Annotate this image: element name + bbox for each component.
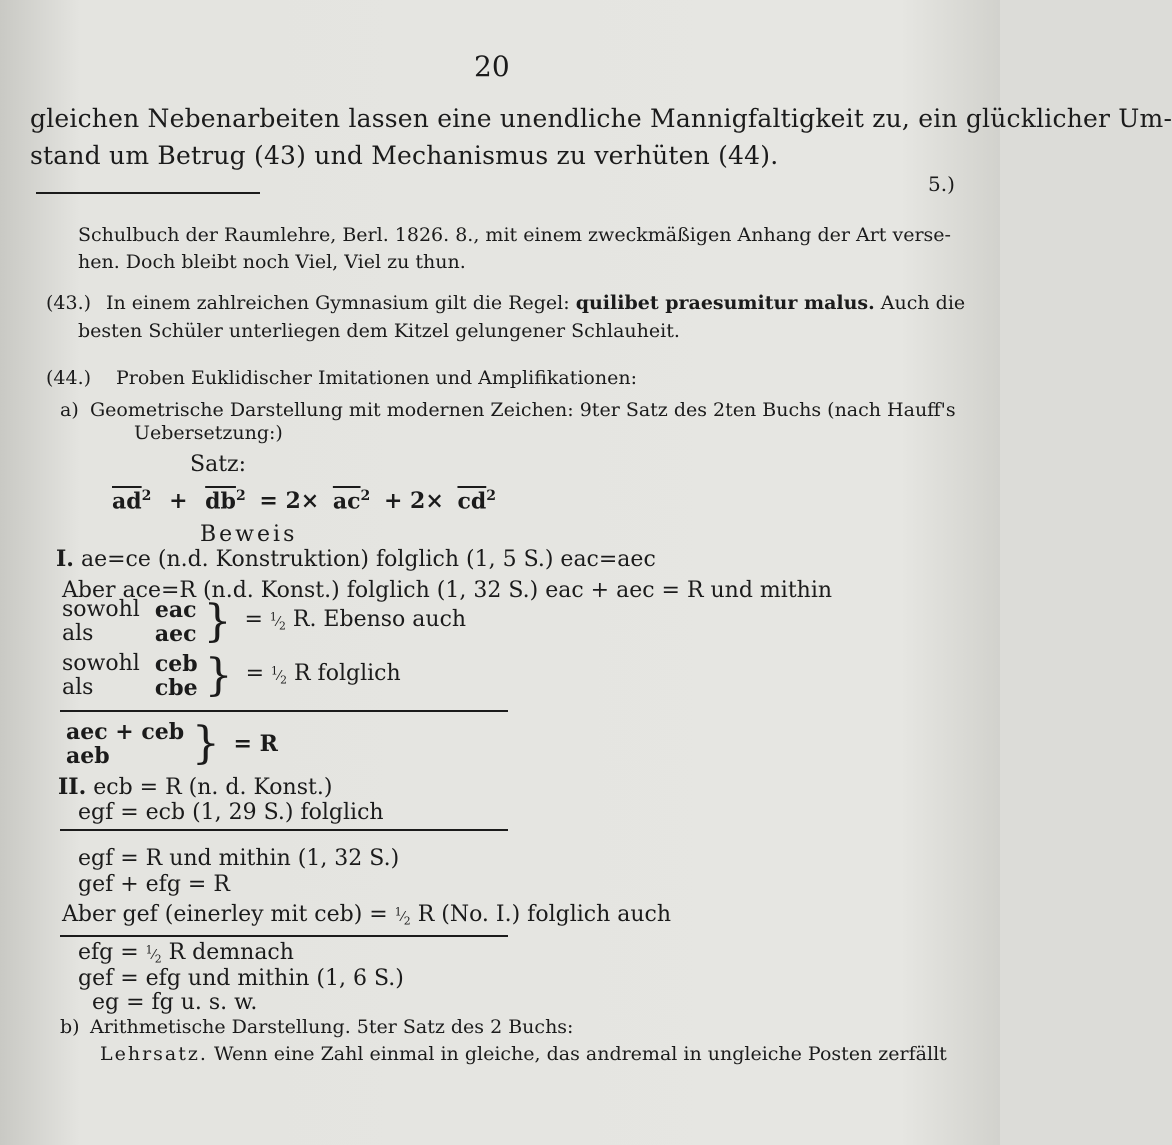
proof-4-term-1: ceb [154, 651, 198, 677]
proof-line-13: eg = fg u. s. w. [92, 990, 258, 1015]
proof-line-11 [78, 940, 294, 966]
proof-3-word-1: sowohl [62, 597, 140, 622]
satz-heading: Satz: [190, 452, 247, 477]
beweis-heading: Beweis [200, 522, 298, 547]
proof-10-num: 1 [394, 905, 402, 919]
satz-equation [112, 488, 496, 514]
note-43-label: (43.) [46, 292, 92, 314]
note-44-label: (44.) [46, 367, 92, 389]
proof-rule-3 [60, 935, 508, 937]
proof-line-8: egf = R und mithin (1, 32 S.) [78, 846, 400, 871]
proof-4-rhs [246, 661, 401, 686]
proof-4-fraction: $^1⁄_2$ [271, 664, 287, 687]
note-43-line-2: besten Schüler unterliegen dem Kitzel gelungener Schlauheit. [78, 320, 680, 342]
proof-3-den: 2 [278, 619, 286, 633]
proof-11-text-b: R demnach [168, 940, 294, 965]
proof-4-word-1: sowohl [62, 651, 140, 676]
proof-line-2: Aber ace=R (n.d. Konst.) folglich (1, 32 S.) eac + aec = R und mithin [62, 578, 833, 603]
satz-equals: = 2× [259, 488, 320, 515]
item-b-line: Arithmetische Darstellung. 5ter Satz des 2 Buchs: [90, 1016, 574, 1038]
proof-line-5 [66, 720, 278, 768]
proof-3-eq: = [244, 606, 263, 632]
proof-4-word-2: als [62, 675, 94, 700]
note-43-text-c: Auch die [880, 292, 966, 314]
satz-exp-1: 2 [141, 488, 152, 504]
proof-11-den: 2 [154, 952, 162, 966]
proof-line-6 [58, 774, 332, 800]
note-44-line-1: Proben Euklidischer Imitationen und Amplifikationen: [116, 367, 637, 389]
satz-term-2: $\overline{db}$ [205, 488, 236, 515]
lehrsatz-line [100, 1043, 947, 1065]
note-43-line-1 [106, 292, 965, 314]
proof-4-num: 1 [271, 664, 278, 678]
note-5-line-2: hen. Doch bleibt noch Viel, Viel zu thun. [78, 251, 466, 273]
satz-term-1: $\overline{ad}$ [112, 488, 142, 515]
proof-line-12: gef = efg und mithin (1, 6 S.) [78, 966, 404, 991]
proof-rule-2 [60, 829, 508, 831]
proof-line-7: egf = ecb (1, 29 S.) folglich [78, 800, 384, 825]
proof-line-10 [62, 902, 671, 928]
proof-5-terms [66, 720, 184, 768]
satz-exp-3: 2 [360, 488, 371, 504]
page-number: 20 [474, 50, 510, 83]
proof-3-term-1: eac [154, 597, 197, 623]
proof-10-den: 2 [403, 914, 411, 928]
body-line-2: stand um Betrug (43) und Mechanismus zu verhüten (44). [30, 141, 779, 170]
proof-4-terms [155, 652, 198, 700]
satz-exp-2: 2 [235, 488, 246, 504]
note-43-latin: quilibet praesumitur malus. [575, 292, 875, 314]
proof-3-text: R. Ebenso auch [292, 606, 467, 632]
proof-5-brace: } [191, 718, 220, 769]
proof-3-rhs [244, 607, 466, 632]
proof-4-words [62, 652, 140, 700]
proof-10-text-a: Aber gef (einerley mit ceb) = [62, 902, 388, 927]
satz-exp-4: 2 [486, 488, 496, 504]
proof-4-text: R folglich [294, 660, 401, 686]
proof-3-fraction: $^1⁄_2$ [269, 610, 286, 633]
proof-6-text: ecb = R (n. d. Konst.) [93, 775, 333, 800]
note-5-line-1: Schulbuch der Raumlehre, Berl. 1826. 8., mit einem zweckmäßigen Anhang der Art verse- [78, 224, 951, 246]
proof-1-label: I. [56, 546, 74, 572]
note-43-text-a: In einem zahlreichen Gymnasium gilt die Regel: [106, 292, 570, 314]
proof-4-term-2: cbe [154, 675, 198, 701]
proof-5-term-2: aeb [66, 743, 110, 769]
item-b-label: b) [60, 1016, 80, 1038]
proof-11-fraction: $^1⁄_2$ [145, 943, 162, 966]
proof-11-num: 1 [145, 943, 153, 957]
proof-line-1 [56, 546, 656, 572]
item-a-line-1: Geometrische Darstellung mit modernen Zeichen: 9ter Satz des 2ten Buchs (nach Hauff's [90, 399, 956, 421]
proof-line-9: gef + efg = R [78, 872, 230, 897]
satz-plus-1: + [169, 488, 188, 515]
proof-3-words [62, 598, 140, 646]
proof-line-3 [62, 598, 466, 646]
proof-3-brace: } [203, 596, 232, 647]
item-a-label: a) [60, 399, 79, 421]
proof-3-num: 1 [269, 610, 277, 624]
proof-10-text-b: R (No. I.) folglich auch [417, 902, 672, 927]
footnote-marker: 5.) [928, 172, 955, 196]
proof-3-term-2: aec [154, 621, 197, 647]
proof-3-word-2: als [62, 621, 94, 646]
satz-term-4: $\overline{cd}$ [457, 488, 487, 515]
proof-5-term-1: aec + ceb [66, 719, 185, 745]
item-a-line-2: Uebersetzung:) [134, 422, 283, 444]
footnote-rule [36, 192, 260, 194]
lehrsatz-label: Lehrsatz. [100, 1043, 208, 1065]
proof-rule-1 [60, 710, 508, 712]
satz-plus-2: + 2× [383, 488, 444, 515]
proof-11-text-a: efg = [78, 940, 139, 965]
proof-10-fraction: $^1⁄_2$ [394, 905, 411, 928]
proof-4-den: 2 [280, 673, 287, 687]
proof-4-eq: = [245, 660, 265, 686]
lehrsatz-text: Wenn eine Zahl einmal in gleiche, das andremal in ungleiche Posten zerfällt [214, 1043, 947, 1065]
proof-3-terms [155, 598, 197, 646]
proof-1-text: ae=ce (n.d. Konstruktion) folglich (1, 5 S.) eac=aec [80, 547, 656, 572]
proof-5-rhs: = R [233, 731, 278, 757]
proof-4-brace: } [204, 650, 233, 701]
proof-6-label: II. [58, 774, 87, 800]
satz-term-3: $\overline{ac}$ [332, 488, 361, 515]
body-line-1: gleichen Nebenarbeiten lassen eine unendliche Mannigfaltigkeit zu, ein glücklicher Um- [30, 104, 1172, 133]
proof-line-4 [62, 652, 401, 700]
